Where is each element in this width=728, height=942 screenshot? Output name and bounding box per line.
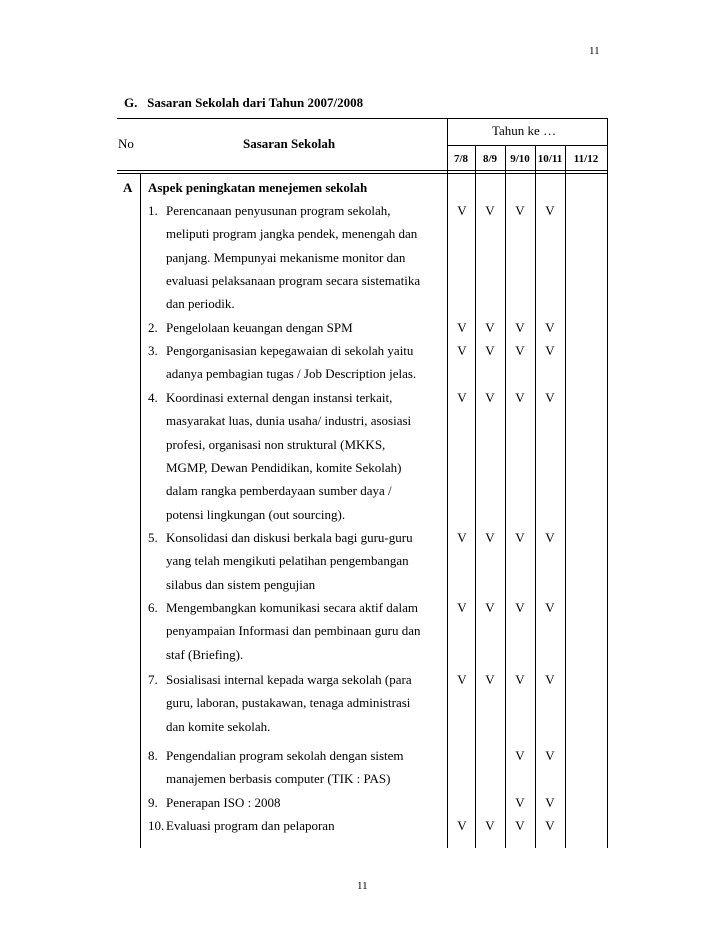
item-text-line: meliputi program jangka pendek, menengah dan — [166, 226, 418, 242]
section-heading — [124, 95, 363, 111]
item-text-line: Evaluasi program dan pelaporan — [166, 818, 335, 833]
item-text-line: Koordinasi external dengan instansi terkait, — [166, 390, 393, 405]
item-text-line: penyampaian Informasi dan pembinaan guru dan — [166, 623, 421, 639]
item-text-line: potensi lingkungan (out sourcing). — [166, 506, 346, 522]
item-text-line: Pengorganisasian kepegawaian di sekolah yaitu — [166, 343, 414, 358]
header-sasaran: Sasaran Sekolah — [243, 136, 336, 151]
item-text-line: silabus dan sistem pengujian — [166, 576, 316, 592]
year-check-mark: V — [545, 203, 555, 218]
year-check-mark: V — [515, 343, 525, 358]
year-check-mark: V — [545, 672, 555, 687]
item-text-line: Pengendalian program sekolah dengan sistem — [166, 748, 404, 763]
year-check-mark: V — [545, 818, 555, 833]
item-text-line: evaluasi pelaksanaan program secara sistematika — [166, 272, 421, 288]
year-check-mark: V — [515, 672, 525, 687]
year-check-mark: V — [515, 818, 525, 833]
item-text-line: yang telah mengikuti pelatihan pengembangan — [166, 553, 409, 569]
year-check-mark: V — [457, 320, 467, 335]
item-text-line: panjang. Mempunyai mekanisme monitor dan — [166, 249, 406, 265]
item-text-line: Mengembangkan komunikasi secara aktif dalam — [166, 600, 418, 615]
item-text-line: Sosialisasi internal kepada warga sekolah (para — [166, 672, 412, 687]
year-check-mark: V — [545, 320, 555, 335]
top-page-number: 11 — [589, 45, 600, 57]
year-header-4: 10/11 — [537, 153, 563, 165]
item-number: 4. — [148, 390, 158, 405]
item-text-line: staf (Briefing). — [166, 646, 244, 662]
group-letter: A — [123, 180, 133, 195]
item-number: 1. — [148, 203, 158, 218]
year-check-mark: V — [545, 530, 555, 545]
item-text-line: dalam rangka pemberdayaan sumber daya / — [166, 483, 392, 499]
year-check-mark: V — [485, 343, 495, 358]
year-check-mark: V — [545, 390, 555, 405]
item-text-line: Perencanaan penyusunan program sekolah, — [166, 203, 391, 218]
year-check-mark: V — [515, 530, 525, 545]
header-no: No — [118, 136, 134, 151]
year-check-mark: V — [457, 203, 467, 218]
year-check-mark: V — [515, 320, 525, 335]
item-text-line: manajemen berbasis computer (TIK : PAS) — [166, 771, 391, 787]
year-check-mark: V — [545, 795, 555, 810]
year-header-3: 9/10 — [510, 153, 530, 165]
item-text-line: dan komite sekolah. — [166, 718, 271, 734]
year-check-mark: V — [515, 600, 525, 615]
year-check-mark: V — [485, 320, 495, 335]
item-number: 2. — [148, 320, 158, 335]
year-header-1: 7/8 — [453, 153, 469, 165]
year-check-mark: V — [485, 203, 495, 218]
year-check-mark: V — [457, 390, 467, 405]
item-number: 8. — [148, 748, 158, 763]
bottom-page-number: 11 — [357, 880, 368, 892]
section-title: Sasaran Sekolah dari Tahun 2007/2008 — [147, 95, 364, 110]
item-text-line: Penerapan ISO : 2008 — [166, 795, 281, 810]
item-number: 7. — [148, 672, 158, 687]
year-check-mark: V — [485, 600, 495, 615]
year-check-mark: V — [515, 748, 525, 763]
year-header-5: 11/12 — [573, 153, 599, 165]
year-check-mark: V — [515, 203, 525, 218]
item-text-line: masyarakat luas, dunia usaha/ industri, asosiasi — [166, 413, 412, 429]
year-check-mark: V — [485, 818, 495, 833]
section-letter: G. — [124, 95, 138, 110]
year-check-mark: V — [485, 672, 495, 687]
item-number: 5. — [148, 530, 158, 545]
item-text-line: adanya pembagian tugas / Job Description jelas. — [166, 366, 417, 382]
item-number: 10. — [148, 818, 165, 833]
year-check-mark: V — [485, 390, 495, 405]
year-check-mark: V — [457, 672, 467, 687]
year-check-mark: V — [457, 818, 467, 833]
year-check-mark: V — [457, 530, 467, 545]
group-title: Aspek peningkatan menejemen sekolah — [148, 180, 368, 195]
year-check-mark: V — [545, 748, 555, 763]
year-check-mark: V — [457, 343, 467, 358]
year-check-mark: V — [545, 343, 555, 358]
year-check-mark: V — [457, 600, 467, 615]
item-text-line: dan periodik. — [166, 296, 235, 312]
item-number: 3. — [148, 343, 158, 358]
year-check-mark: V — [515, 390, 525, 405]
year-check-mark: V — [515, 795, 525, 810]
header-tahun: Tahun ke … — [492, 123, 557, 138]
item-text-line: profesi, organisasi non struktural (MKKS, — [166, 436, 386, 452]
item-number: 6. — [148, 600, 158, 615]
item-text-line: Konsolidasi dan diskusi berkala bagi guru-guru — [166, 530, 413, 545]
item-text-line: MGMP, Dewan Pendidikan, komite Sekolah) — [166, 459, 402, 475]
year-check-mark: V — [485, 530, 495, 545]
year-check-mark: V — [545, 600, 555, 615]
year-header-2: 8/9 — [482, 153, 498, 165]
item-text-line: guru, laboran, pustakawan, tenaga administrasi — [166, 695, 411, 711]
item-text-line: Pengelolaan keuangan dengan SPM — [166, 320, 353, 335]
item-number: 9. — [148, 795, 158, 810]
